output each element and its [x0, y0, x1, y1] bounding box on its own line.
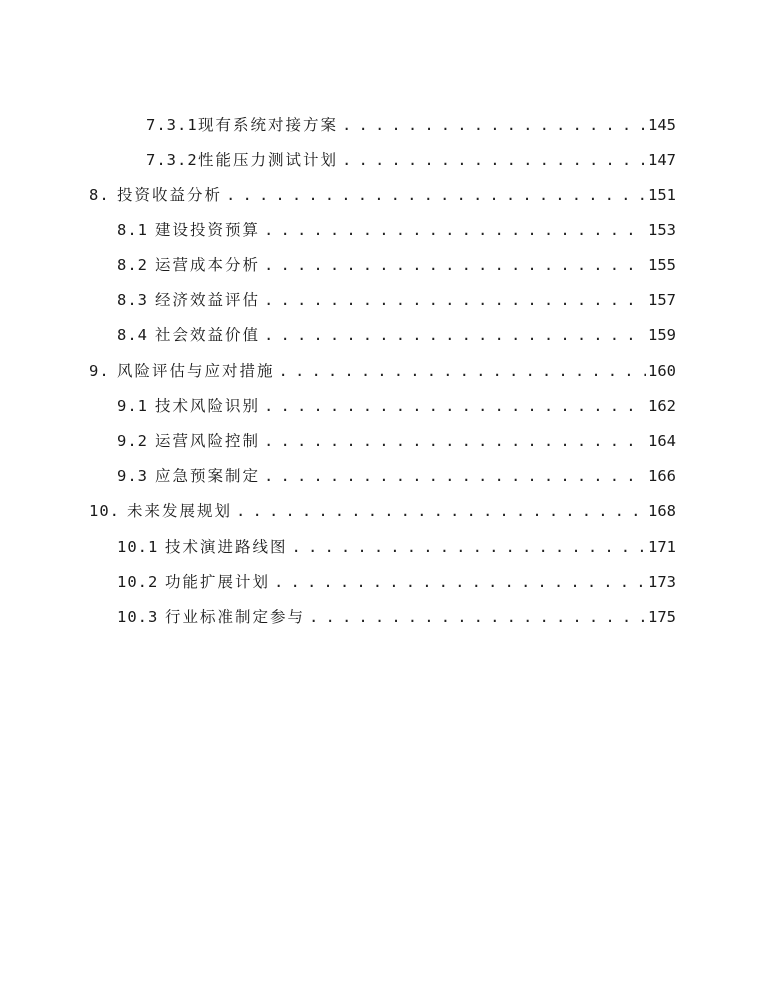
toc-entry-page: 151	[648, 186, 676, 204]
toc-entry-title: 未来发展规划	[127, 502, 233, 520]
toc-entry[interactable]	[117, 288, 676, 312]
toc-entry-number: 9.	[89, 362, 110, 380]
toc-leader-dots	[338, 148, 646, 172]
toc-entry[interactable]	[89, 499, 676, 523]
toc-entry[interactable]	[146, 148, 676, 172]
toc-entry-page: 162	[648, 397, 676, 415]
toc-entry-number: 10.2	[117, 573, 159, 591]
toc-entry-title: 技术风险识别	[155, 397, 261, 415]
toc-entry-page: 166	[648, 467, 676, 485]
toc-entry-page: 173	[648, 573, 676, 591]
toc-leader-dots	[270, 570, 646, 594]
toc-entry-page: 153	[648, 221, 676, 239]
toc-entry-title: 性能压力测试计划	[198, 151, 339, 169]
toc-entry-number: 9.2	[117, 432, 148, 450]
toc-leader-dots	[232, 499, 646, 523]
toc-entry-number: 10.3	[117, 608, 159, 626]
toc-entry-number: 10.1	[117, 538, 159, 556]
toc-entry-page: 168	[648, 502, 676, 520]
toc-entry[interactable]	[89, 183, 676, 207]
toc-entry-number: 8.3	[117, 291, 148, 309]
toc-entry-number: 8.2	[117, 256, 148, 274]
toc-leader-dots	[260, 253, 646, 277]
toc-leader-dots	[222, 183, 646, 207]
toc-entry-number: 7.3.1	[146, 116, 198, 134]
toc-entry-number: 8.4	[117, 326, 148, 344]
toc-entry-title: 风险评估与应对措施	[117, 362, 275, 380]
toc-entry[interactable]	[117, 570, 676, 594]
toc-leader-dots	[260, 218, 646, 242]
toc-entry-number: 9.1	[117, 397, 148, 415]
toc-entry-page: 147	[648, 151, 676, 169]
toc-entry-title: 运营风险控制	[155, 432, 261, 450]
toc-entry-title: 投资收益分析	[117, 186, 223, 204]
toc-entry-title: 运营成本分析	[155, 256, 261, 274]
toc-entry[interactable]	[117, 535, 676, 559]
toc-entry[interactable]	[146, 113, 676, 137]
toc-entry-page: 175	[648, 608, 676, 626]
toc-leader-dots	[260, 464, 646, 488]
toc-leader-dots	[260, 429, 646, 453]
toc-entry-title: 技术演进路线图	[165, 538, 288, 556]
toc-leader-dots	[260, 323, 646, 347]
toc-entry[interactable]	[117, 218, 676, 242]
toc-entry-number: 7.3.2	[146, 151, 198, 169]
toc-entry[interactable]	[117, 429, 676, 453]
toc-entry-number: 9.3	[117, 467, 148, 485]
toc-entry-page: 157	[648, 291, 676, 309]
toc-entry-page: 155	[648, 256, 676, 274]
toc-leader-dots	[338, 113, 646, 137]
toc-leader-dots	[260, 288, 646, 312]
toc-entry-title: 建设投资预算	[155, 221, 261, 239]
toc-entry[interactable]	[117, 394, 676, 418]
toc-entry-page: 171	[648, 538, 676, 556]
toc-entry-title: 经济效益评估	[155, 291, 261, 309]
toc-entry-page: 145	[648, 116, 676, 134]
toc-entry[interactable]	[117, 605, 676, 629]
toc-entry-title: 行业标准制定参与	[165, 608, 306, 626]
toc-leader-dots	[275, 359, 646, 383]
toc-entry-title: 现有系统对接方案	[198, 116, 339, 134]
toc-entry-page: 164	[648, 432, 676, 450]
toc-entry-title: 社会效益价值	[155, 326, 261, 344]
toc-entry-number: 8.1	[117, 221, 148, 239]
toc-entry[interactable]	[117, 253, 676, 277]
toc-entry-number: 8.	[89, 186, 110, 204]
toc-entry[interactable]	[117, 323, 676, 347]
toc-entry-title: 功能扩展计划	[165, 573, 271, 591]
toc-entry-number: 10.	[89, 502, 120, 520]
toc-leader-dots	[305, 605, 646, 629]
toc-entry-page: 159	[648, 326, 676, 344]
toc-entry[interactable]	[89, 359, 676, 383]
toc-entry-title: 应急预案制定	[155, 467, 261, 485]
toc-leader-dots	[260, 394, 646, 418]
toc-entry-page: 160	[648, 362, 676, 380]
toc-entry[interactable]	[117, 464, 676, 488]
toc-leader-dots	[288, 535, 646, 559]
